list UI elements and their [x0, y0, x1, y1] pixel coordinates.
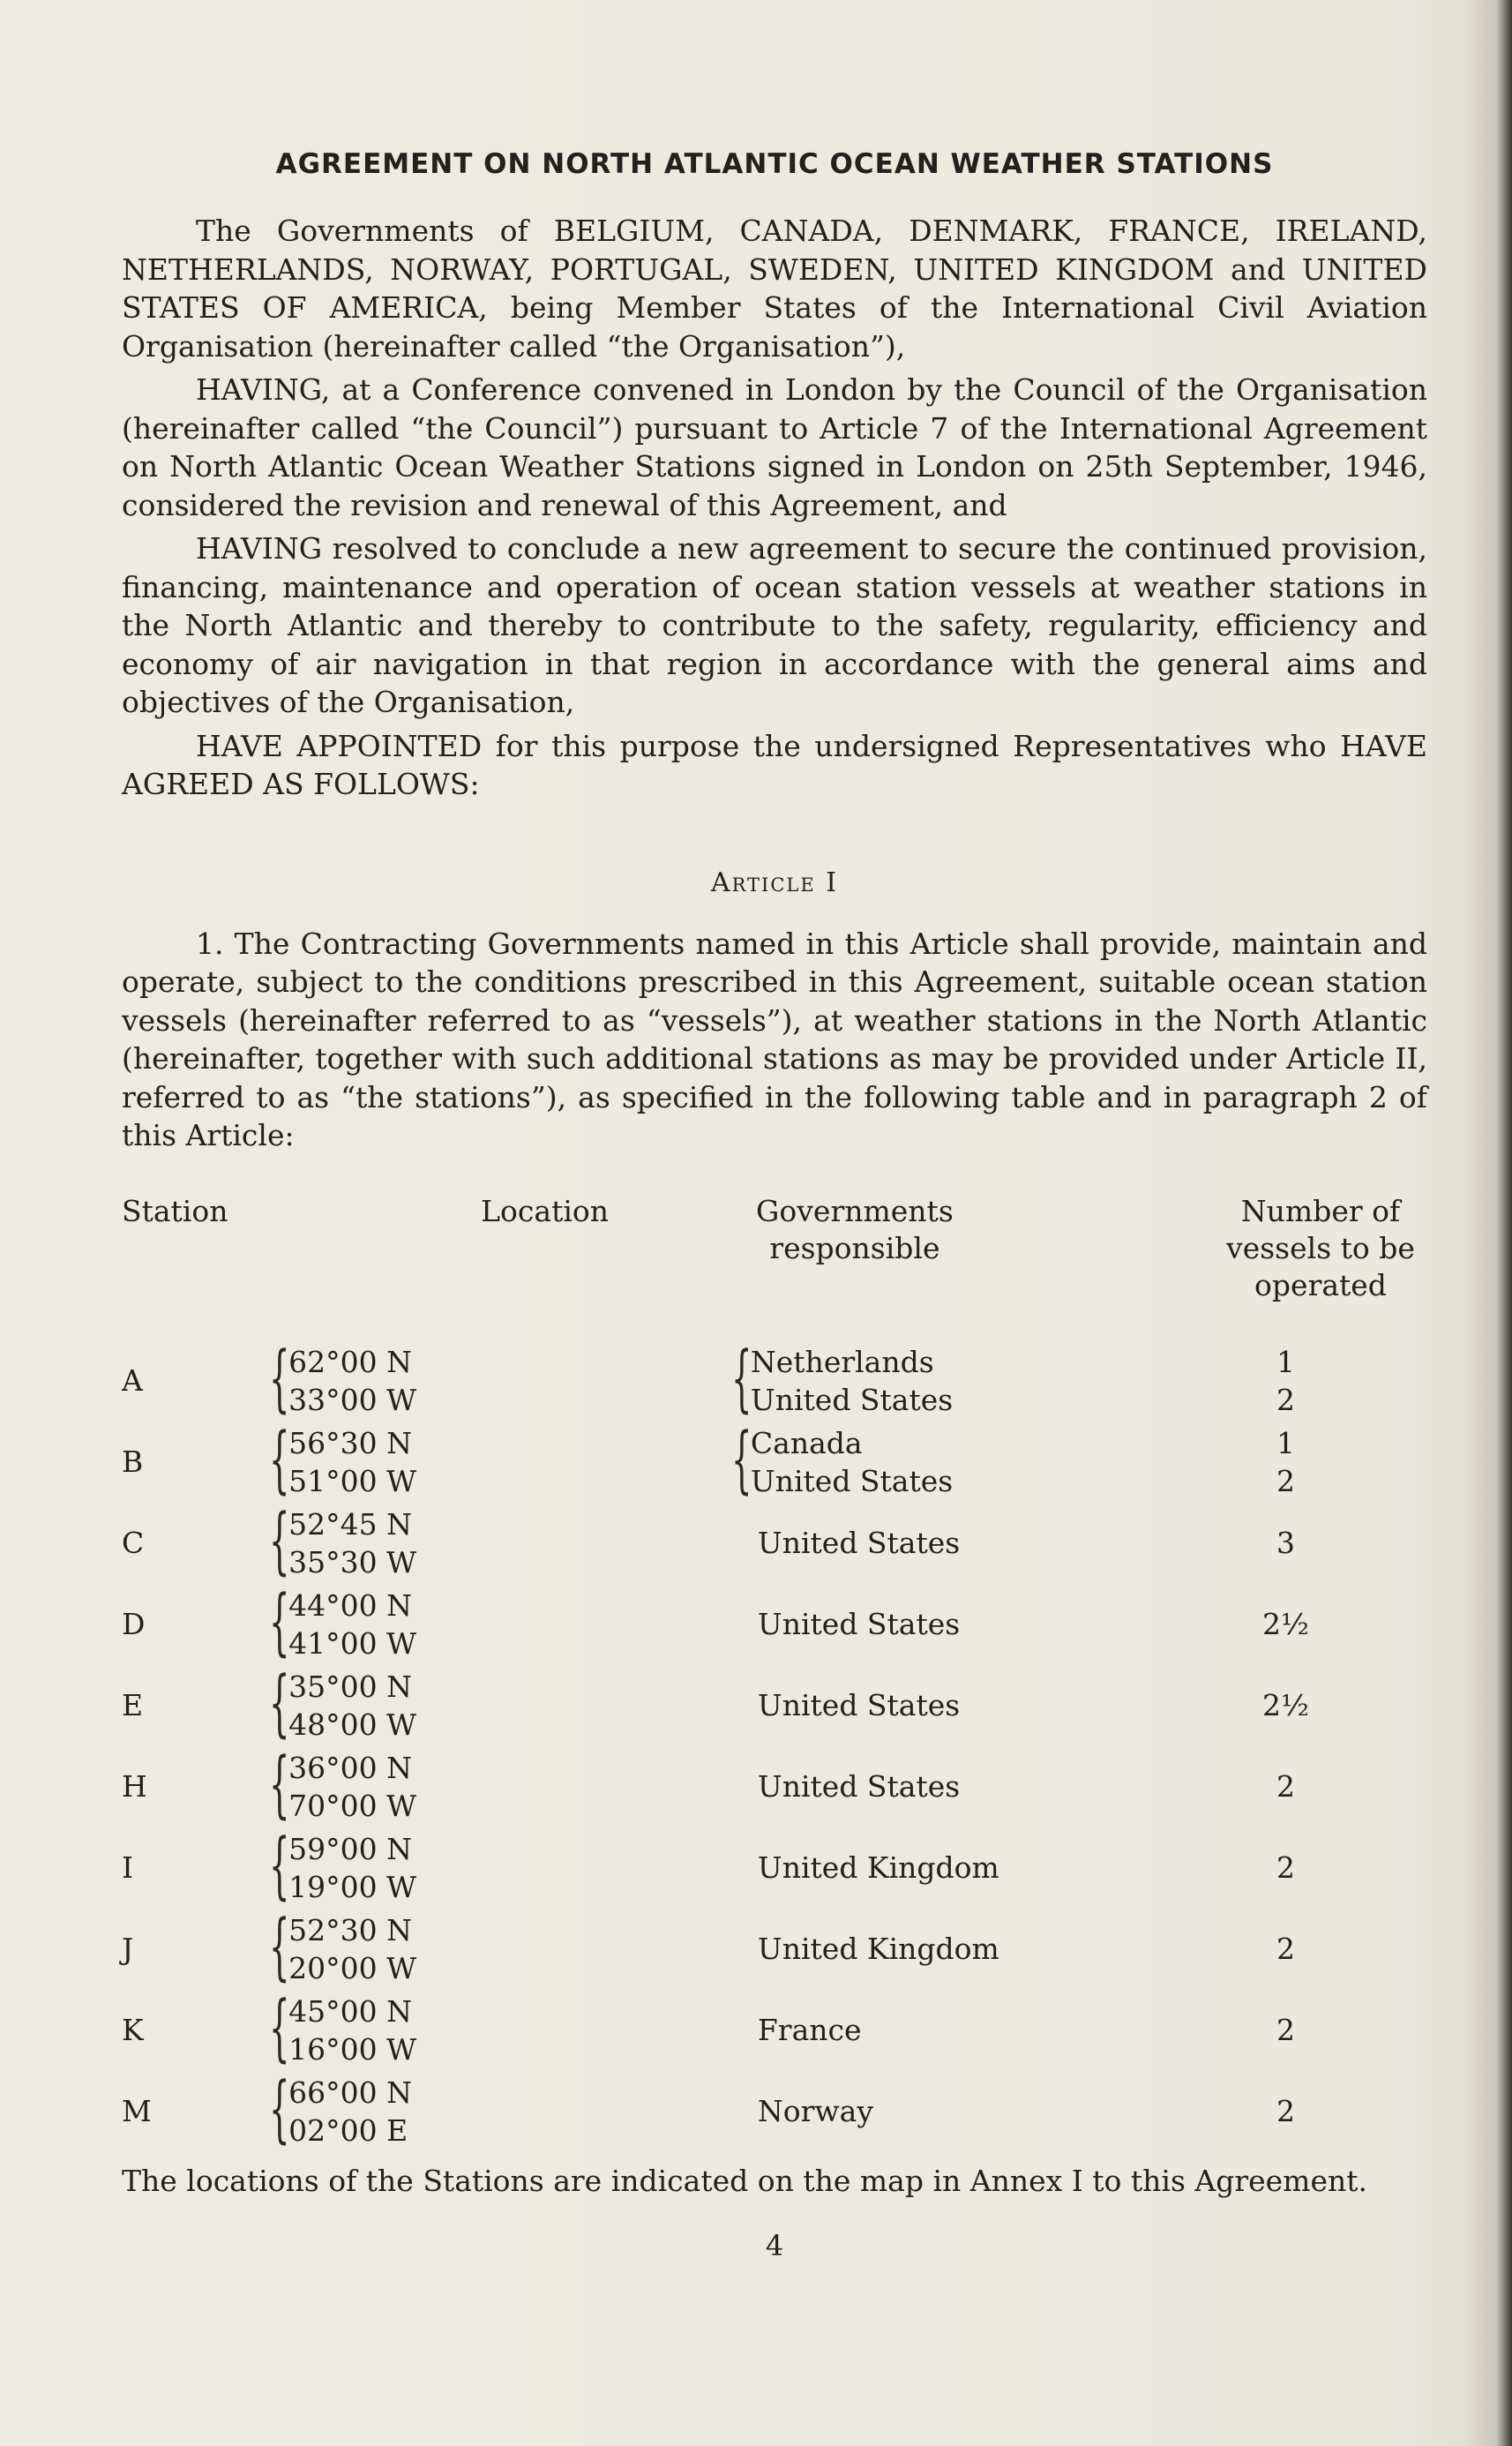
longitude: 70°00 W — [288, 1788, 417, 1823]
government-name: United Kingdom — [757, 1932, 999, 1966]
location-group — [269, 1579, 740, 1664]
latitude: 44°00 N — [288, 1587, 412, 1623]
government-name: United Kingdom — [757, 1850, 999, 1885]
station-location — [269, 1904, 740, 1991]
location-group — [269, 1742, 740, 1827]
latitude: 35°00 N — [288, 1669, 412, 1704]
location-stack — [288, 1505, 416, 1581]
governments-responsible — [730, 1417, 1144, 1504]
governments-responsible — [730, 1336, 1144, 1422]
table-row — [122, 1422, 1427, 1504]
table-row — [122, 1910, 1427, 1991]
governments-responsible — [740, 1828, 1144, 1910]
governments-responsible — [740, 1504, 1144, 1585]
government-name: United States — [757, 1526, 961, 1560]
brace-glyph: { — [269, 1579, 290, 1664]
governments-responsible — [740, 1910, 1144, 1991]
government-name: United States — [757, 1769, 961, 1804]
government-name: Norway — [757, 2094, 873, 2128]
longitude: 35°30 W — [288, 1544, 417, 1579]
vessel-count — [1144, 1341, 1427, 1422]
vessel-count — [1144, 1910, 1427, 1991]
station-id: A — [122, 1363, 143, 1398]
longitude: 02°00 E — [288, 2112, 408, 2148]
stations-table-body — [122, 1336, 1427, 2153]
document-title: AGREEMENT ON NORTH ATLANTIC OCEAN WEATHER STATIONS — [275, 148, 1274, 180]
vessel-count — [1144, 2072, 1427, 2153]
location-group — [269, 1498, 740, 1583]
governments-responsible — [740, 2072, 1144, 2153]
government-name: United States — [757, 1688, 961, 1722]
longitude: 48°00 W — [288, 1707, 417, 1742]
table-row — [122, 1747, 1427, 1828]
governments-responsible — [740, 1666, 1144, 1747]
closing-paragraph: The locations of the Stations are indicated on the map in Annex I to this Agreement. — [122, 2163, 1367, 2198]
vessel-number: 3 — [1276, 1526, 1295, 1560]
vessel-number: 2 — [1276, 1932, 1295, 1966]
vessel-count — [1144, 1585, 1427, 1666]
vessel-count — [1144, 1747, 1427, 1828]
vessel-number: 2 — [1276, 1382, 1295, 1417]
governments-responsible — [740, 1585, 1144, 1666]
vessel-number: 2½ — [1262, 1607, 1309, 1641]
article-heading: Article I — [710, 867, 839, 898]
location-stack — [288, 1587, 416, 1662]
governments-group — [730, 1336, 1144, 1421]
vessel-number: 2 — [1276, 2013, 1295, 2047]
location-group — [269, 1336, 752, 1421]
governments-group — [730, 1417, 1144, 1502]
location-group — [269, 1985, 740, 2070]
station-id: D — [122, 1607, 146, 1641]
location-group — [269, 1904, 740, 1989]
location-group — [269, 1823, 740, 1908]
latitude: 66°00 N — [288, 2075, 412, 2110]
station-id: J — [122, 1932, 134, 1966]
location-stack — [288, 2074, 412, 2150]
brace-glyph: { — [269, 1661, 290, 1745]
vessel-number: 2 — [1276, 1850, 1295, 1885]
header-location: Location — [481, 1193, 610, 1228]
governments-responsible — [740, 1747, 1144, 1828]
station-id: B — [122, 1444, 144, 1479]
government-name: United States — [750, 1463, 954, 1498]
table-row — [122, 1504, 1427, 1585]
preamble-paragraph-2: HAVING, at a Conference convened in London by the Council of the Organisation (hereinafter called “the Council”) pursuant to Article 7 of the International Agreement on North Atlantic Ocean Weather Stations signed in London on 25th September, 1946, considered the revision and renewal of this Agreement, and — [122, 372, 1427, 522]
header-governments-text: Governments responsible — [756, 1193, 954, 1265]
longitude: 20°00 W — [288, 1950, 417, 1985]
station-location — [269, 1336, 752, 1422]
brace-glyph: { — [269, 2067, 290, 2151]
station-id: E — [122, 1688, 144, 1722]
preamble-paragraph-3: HAVING resolved to conclude a new agreement to secure the continued provision, financing, maintenance and operation of ocean station vessels at weather stations in the North Atlantic and thereby to contribute to the safety, regularity, efficiency and economy of air navigation in that region in accordance with the general aims and objectives of the Organisation, — [122, 531, 1427, 719]
brace-glyph: { — [730, 1417, 752, 1502]
location-stack — [288, 1830, 416, 1906]
table-row — [122, 1585, 1427, 1666]
location-stack — [288, 1343, 416, 1419]
station-location — [269, 1579, 740, 1666]
latitude: 45°00 N — [288, 1993, 412, 2029]
preamble-paragraph-4: HAVE APPOINTED for this purpose the undersigned Representatives who HAVE AGREED AS FOLLOWS: — [122, 728, 1427, 801]
longitude: 16°00 W — [288, 2031, 417, 2067]
government-name: Netherlands — [750, 1344, 934, 1379]
latitude: 56°30 N — [288, 1425, 412, 1460]
vessel-count-stack — [1144, 1343, 1427, 1419]
vessel-count-stack — [1144, 2011, 1427, 2049]
table-row — [122, 1991, 1427, 2072]
latitude: 62°00 N — [288, 1344, 412, 1379]
brace-glyph: { — [269, 1498, 290, 1583]
vessel-number: 2½ — [1262, 1688, 1309, 1722]
location-stack — [288, 1992, 416, 2068]
table-row — [122, 1828, 1427, 1910]
station-id: I — [122, 1850, 134, 1885]
header-governments — [740, 1192, 1144, 1341]
stations-table — [122, 1192, 1427, 2153]
vessel-count — [1144, 1504, 1427, 1585]
brace-glyph: { — [269, 1823, 290, 1908]
governments-responsible — [740, 1991, 1144, 2072]
header-vessels — [1144, 1192, 1427, 1341]
header-station: Station — [122, 1193, 228, 1228]
table-row — [122, 2072, 1427, 2153]
brace-glyph: { — [269, 1985, 290, 2070]
brace-glyph: { — [269, 1336, 290, 1421]
brace-glyph: { — [730, 1336, 752, 1421]
header-vessels-text: Number of vessels to be operated — [1226, 1193, 1415, 1302]
brace-glyph: { — [269, 1742, 290, 1827]
location-stack — [288, 1668, 416, 1744]
vessel-count-stack — [1144, 1930, 1427, 1968]
vessel-number: 2 — [1276, 1769, 1295, 1804]
location-group — [269, 1661, 740, 1745]
brace-glyph: { — [269, 1904, 290, 1989]
vessel-number: 2 — [1276, 1463, 1295, 1498]
station-id: C — [122, 1526, 145, 1560]
station-id: M — [122, 2094, 152, 2128]
governments-stack — [751, 1343, 953, 1419]
vessel-count — [1144, 1422, 1427, 1504]
page-number: 4 — [765, 2229, 784, 2262]
station-location — [269, 1661, 740, 1747]
table-header-row — [122, 1192, 1427, 1341]
longitude: 19°00 W — [288, 1869, 417, 1904]
longitude: 41°00 W — [288, 1625, 417, 1661]
vessel-number: 2 — [1276, 2094, 1295, 2128]
station-location — [269, 1742, 740, 1828]
latitude: 59°00 N — [288, 1831, 412, 1866]
station-location — [269, 1823, 740, 1910]
station-location — [269, 1498, 740, 1585]
table-row — [122, 1666, 1427, 1747]
vessel-count-stack — [1144, 2092, 1427, 2130]
location-stack — [288, 1911, 416, 1987]
vessel-count-stack — [1144, 1686, 1427, 1724]
station-location — [269, 1985, 740, 2072]
government-name: United States — [750, 1382, 954, 1417]
article-paragraph-1: 1. The Contracting Governments named in this Article shall provide, maintain and operate, subject to the conditions prescribed in this Agreement, suitable ocean station vessels (hereinafter referred to as “vessels”), at weather stations in the North Atlantic (hereinafter, together with such additional stations as may be provided under Article II, referred to as “the stations”), as specified in the following table and in paragraph 2 of this Article: — [122, 926, 1427, 1152]
governments-stack — [751, 1424, 953, 1500]
vessel-count-stack — [1144, 1767, 1427, 1805]
location-stack — [288, 1749, 416, 1825]
preamble-paragraph-1: The Governments of BELGIUM, CANADA, DENMARK, FRANCE, IRELAND, NETHERLANDS, NORWAY, PORTUGAL, SWEDEN, UNITED KINGDOM and UNITED STATES OF AMERICA, being Member States of the International Civil Aviation Organisation (hereinafter called “the Organisation”), — [122, 214, 1427, 364]
station-id: H — [122, 1769, 147, 1804]
latitude: 52°30 N — [288, 1912, 412, 1947]
vessel-count — [1144, 1666, 1427, 1747]
page-content — [122, 148, 1427, 2262]
station-id: K — [122, 2013, 144, 2047]
vessel-count — [1144, 1828, 1427, 1910]
latitude: 52°45 N — [288, 1506, 412, 1542]
vessel-count-stack — [1144, 1524, 1427, 1562]
station-location — [269, 1417, 752, 1504]
government-name: United States — [757, 1607, 961, 1641]
vessel-count-stack — [1144, 1605, 1427, 1643]
government-name: France — [757, 2013, 862, 2047]
vessel-number: 1 — [1276, 1425, 1295, 1460]
location-group — [269, 1417, 752, 1502]
latitude: 36°00 N — [288, 1750, 412, 1785]
location-stack — [288, 1424, 416, 1500]
vessel-count — [1144, 1991, 1427, 2072]
station-location — [269, 2067, 740, 2153]
longitude: 33°00 W — [288, 1382, 417, 1417]
table-row — [122, 1341, 1427, 1422]
vessel-count-stack — [1144, 1849, 1427, 1887]
location-group — [269, 2067, 740, 2151]
vessel-number: 1 — [1276, 1344, 1295, 1379]
vessel-count-stack — [1144, 1424, 1427, 1500]
longitude: 51°00 W — [288, 1463, 417, 1498]
government-name: Canada — [750, 1425, 863, 1460]
brace-glyph: { — [269, 1417, 290, 1502]
